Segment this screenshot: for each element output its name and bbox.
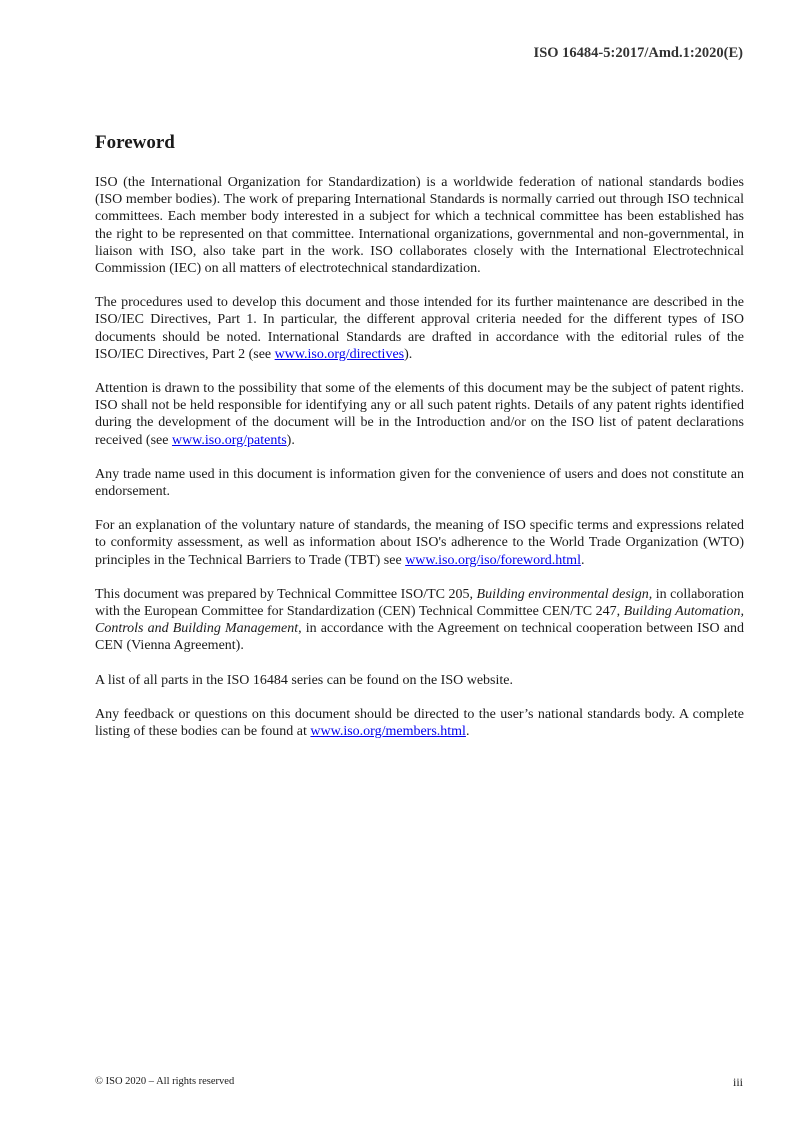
page-number: iii <box>732 1075 743 1089</box>
page-title: Foreword <box>95 132 175 153</box>
copyright-footer: © ISO 2020 – All rights reserved <box>95 1076 235 1087</box>
cen-committee-title: Building Automation, Controls and Building Management <box>95 604 744 637</box>
members-link[interactable]: www.iso.org/members.html <box>310 724 466 740</box>
paragraph-iso-overview: ISO (the International Organization for Standardization) is a worldwide federation of national standards bodies (ISO member bodies). The work of preparing International Standards is normally carried out through ISO technical committees. Each member body interested in a subject for which a technical committee has been established has the right to be represented on that committee. International organizations, governmental and non-governmental, in liaison with ISO, also take part in the work. ISO collaborates closely with the International Electrotechnical Commission (IEC) on all matters of electrotechnical standardization. <box>95 175 744 277</box>
paragraph-procedures <box>95 294 744 363</box>
foreword-body <box>95 174 744 757</box>
text: Any feedback or questions on this document should be directed to the user’s national standards body. A complete listing of these bodies can be found at <box>95 706 744 740</box>
text: ). <box>404 346 413 362</box>
text: For an explanation of the voluntary nature of standards, the meaning of ISO specific terms and expressions related to conformity assessment, as well as information about ISO's adherence to the World Trade Organization (WTO) principles in the Technical Barriers to Trade (TBT) see <box>95 518 744 568</box>
text: This document was prepared by Technical Committee ISO/TC 205, <box>95 586 477 602</box>
committee-title: Building environmental design, <box>476 586 653 602</box>
text: in collaboration with the European Committee for Standardization (CEN) Technical Committee CEN/TC 247, <box>95 586 744 620</box>
text: . <box>465 724 470 740</box>
paragraph-trade-name: Any trade name used in this document is information given for the convenience of users and does not constitute an endorsement. <box>95 466 744 500</box>
paragraph-feedback <box>95 706 744 740</box>
text: The procedures used to develop this document and those intended for its further maintenance are described in the ISO/IEC Directives, Part 1. In particular, the different approval criteria needed for the different types of ISO documents should be noted. International Standards are drafted in accordance with the editorial rules of the ISO/IEC Directives, Part 2 (see <box>95 295 744 362</box>
text: , in accordance with the Agreement on technical cooperation between ISO and CEN (Vienna Agreement). <box>95 621 744 654</box>
paragraph-voluntary-nature <box>95 517 744 569</box>
paragraph-committee <box>95 586 744 655</box>
text: . <box>580 552 585 568</box>
paragraph-series-list: A list of all parts in the ISO 16484 series can be found on the ISO website. <box>95 672 513 688</box>
document-id-header: ISO 16484-5:2017/Amd.1:2020(E) <box>533 45 743 61</box>
patents-link[interactable]: www.iso.org/patents <box>171 432 287 448</box>
foreword-link[interactable]: www.iso.org/iso/foreword.html <box>405 552 581 568</box>
text: Attention is drawn to the possibility that some of the elements of this document may be the subject of patent rights. ISO shall not be held responsible for identifying any or all such patent rights. Details of any patent rights identified during the development of the document will be in the Introduction and/or on the ISO list of patent declarations received (see <box>95 381 744 448</box>
paragraph-patents <box>95 380 744 449</box>
text: ). <box>286 432 295 448</box>
directives-link[interactable]: www.iso.org/directives <box>274 346 405 362</box>
